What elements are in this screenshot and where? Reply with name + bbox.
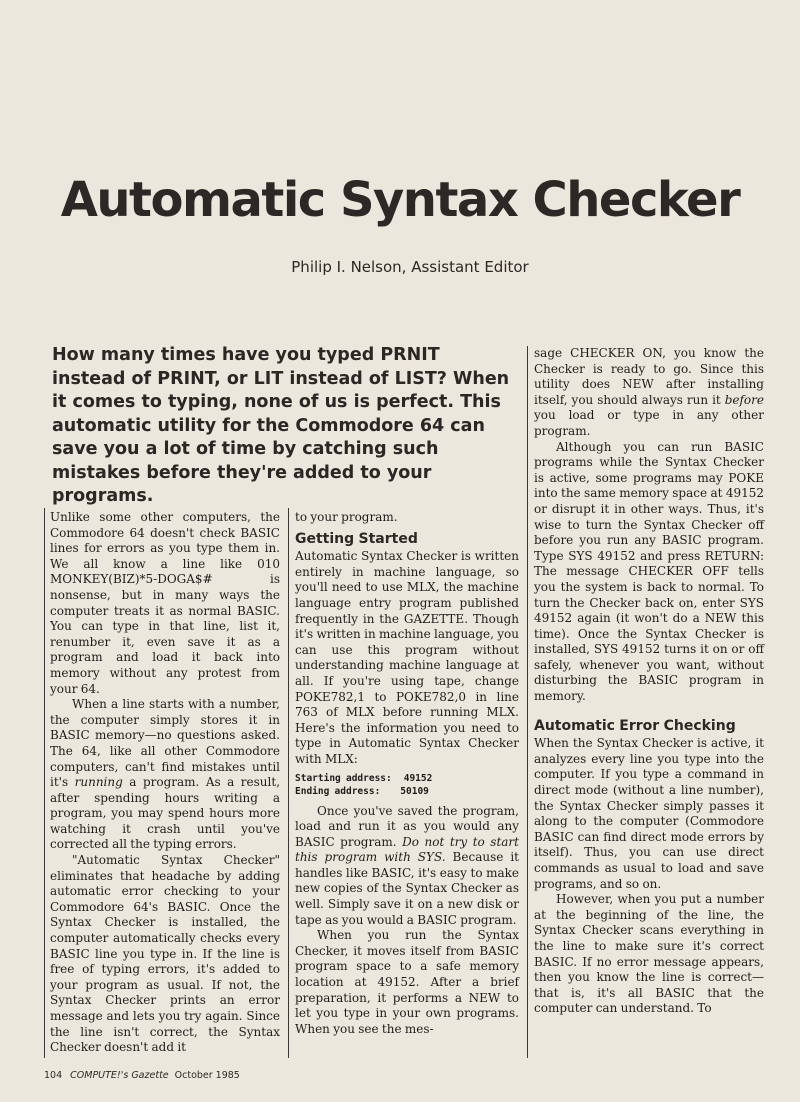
- column-rule-left: [44, 508, 45, 1058]
- paragraph: Unlike some other computers, the Commodore 64 doesn't check BASIC lines for errors as you type them in. We all know a line like 010 MONKEY(BIZ)*5-DOGA$# is nonsense, but in many ways the computer treats it as normal BASIC. You can type in that line, list it, renumber it, even save it as a program and load it back into memory without any protest from your 64.: [50, 510, 280, 696]
- section-heading-automatic-error-checking: Automatic Error Checking: [534, 717, 736, 734]
- address-info: [295, 772, 519, 798]
- ending-address-value: 50109: [400, 785, 429, 797]
- magazine-name: COMPUTE!'s Gazette: [70, 1070, 169, 1081]
- paragraph: Although you can run BASIC programs while the Syntax Checker is active, some programs may POKE into the same memory space at 49152 or disrupt it in other ways. Thus, it's wise to turn the Syntax Checker off before you run any BASIC program. Type SYS 49152 and press RETURN: The message CHECKER OFF tells you the system is back to normal. To turn the Checker back on, enter SYS 49152 again (it won't do a NEW this time). Once the Syntax Checker is installed, SYS 49152 turns it on or off safely, whenever you want, without disturbing the BASIC program in memory.: [534, 439, 764, 704]
- paragraph: Automatic Syntax Checker is written entirely in machine language, so you'll need to use MLX, the machine language entry program published frequently in the GAZETTE. Though it's written in machine language, you can use this program without understanding machine language at all. If you're using tape, change POKE782,1 to POKE782,0 in line 763 of MLX before running MLX. Here's the information you need to type in Automatic Syntax Checker with MLX:: [295, 549, 519, 766]
- ending-address-label: Ending address:: [295, 785, 381, 797]
- starting-address-value: 49152: [403, 772, 433, 784]
- paragraph: "Automatic Syntax Checker" eliminates that headache by adding automatic error checking to your Commodore 64's BASIC. Once the Syntax Checker is installed, the computer automatically checks every BASIC line you type in. If the line is free of typing errors, it's added to your program as usual. If not, the Syntax Checker prints an error message and lets you try again. Since the line isn't correct, the Syntax Checker doesn't add it: [50, 853, 280, 1055]
- column-rule-right: [527, 346, 528, 1058]
- paragraph: When you run the Syntax Checker, it moves itself from BASIC program space to a safe memory location at 49152. After a brief preparation, it performs a NEW to let you type in your own programs. When you see the mes-: [295, 928, 519, 1036]
- paragraph: However, when you put a number at the beginning of the line, the Syntax Checker scans everything in the line to make sure it's correct BASIC. If no error message appears, then you know the line is correct—that is, it's all BASIC that the computer can understand. To: [534, 892, 764, 1016]
- body-column-2: [295, 510, 519, 1037]
- body-column-3: [534, 346, 764, 1017]
- starting-address-label: Starting address:: [295, 772, 392, 784]
- paragraph: sage CHECKER ON, you know the Checker is ready to go. Since this utility does NEW after installing itself, you should always run it before you load or type in any other program.: [534, 346, 764, 438]
- paragraph: When the Syntax Checker is active, it analyzes every line you type into the computer. If you type a command in direct mode (without a line number), the Syntax Checker simply passes it along to the computer (Commodore BASIC can find direct mode errors by itself). Thus, you can use direct commands as usual to load and save programs, and so on.: [534, 736, 764, 891]
- paragraph: When a line starts with a number, the computer simply stores it in BASIC memory—no questions asked. The 64, like all other Commodore computers, can't find mistakes until it's running a program. As a result, after spending hours writing a program, you may spend hours more watching it crash until you've corrected all the typing errors.: [50, 697, 281, 852]
- page-number: 104: [44, 1070, 63, 1081]
- issue-date: October 1985: [174, 1070, 240, 1081]
- paragraph: Once you've saved the program, load and run it as you would any BASIC program. Do not try to start this program with SYS. Because it handles like BASIC, it's easy to make new copies of the Syntax Checker as well. Simply save it on a new disk or tape as you would a BASIC program.: [295, 803, 520, 927]
- section-heading-getting-started: Getting Started: [295, 530, 418, 547]
- article-deck: How many times have you typed PRNIT instead of PRINT, or LIT instead of LIST? When it comes to typing, none of us is perfect. This automatic utility for the Commodore 64 can save you a lot of time by catching such mistakes before they're added to your programs.: [52, 345, 510, 506]
- page-footer: [44, 1070, 240, 1081]
- paragraph: to your program.: [295, 510, 398, 524]
- article-title: Automatic Syntax Checker: [60, 172, 740, 228]
- body-column-1: [50, 510, 280, 1056]
- column-rule-middle: [288, 508, 289, 1058]
- byline: Philip I. Nelson, Assistant Editor: [291, 258, 529, 276]
